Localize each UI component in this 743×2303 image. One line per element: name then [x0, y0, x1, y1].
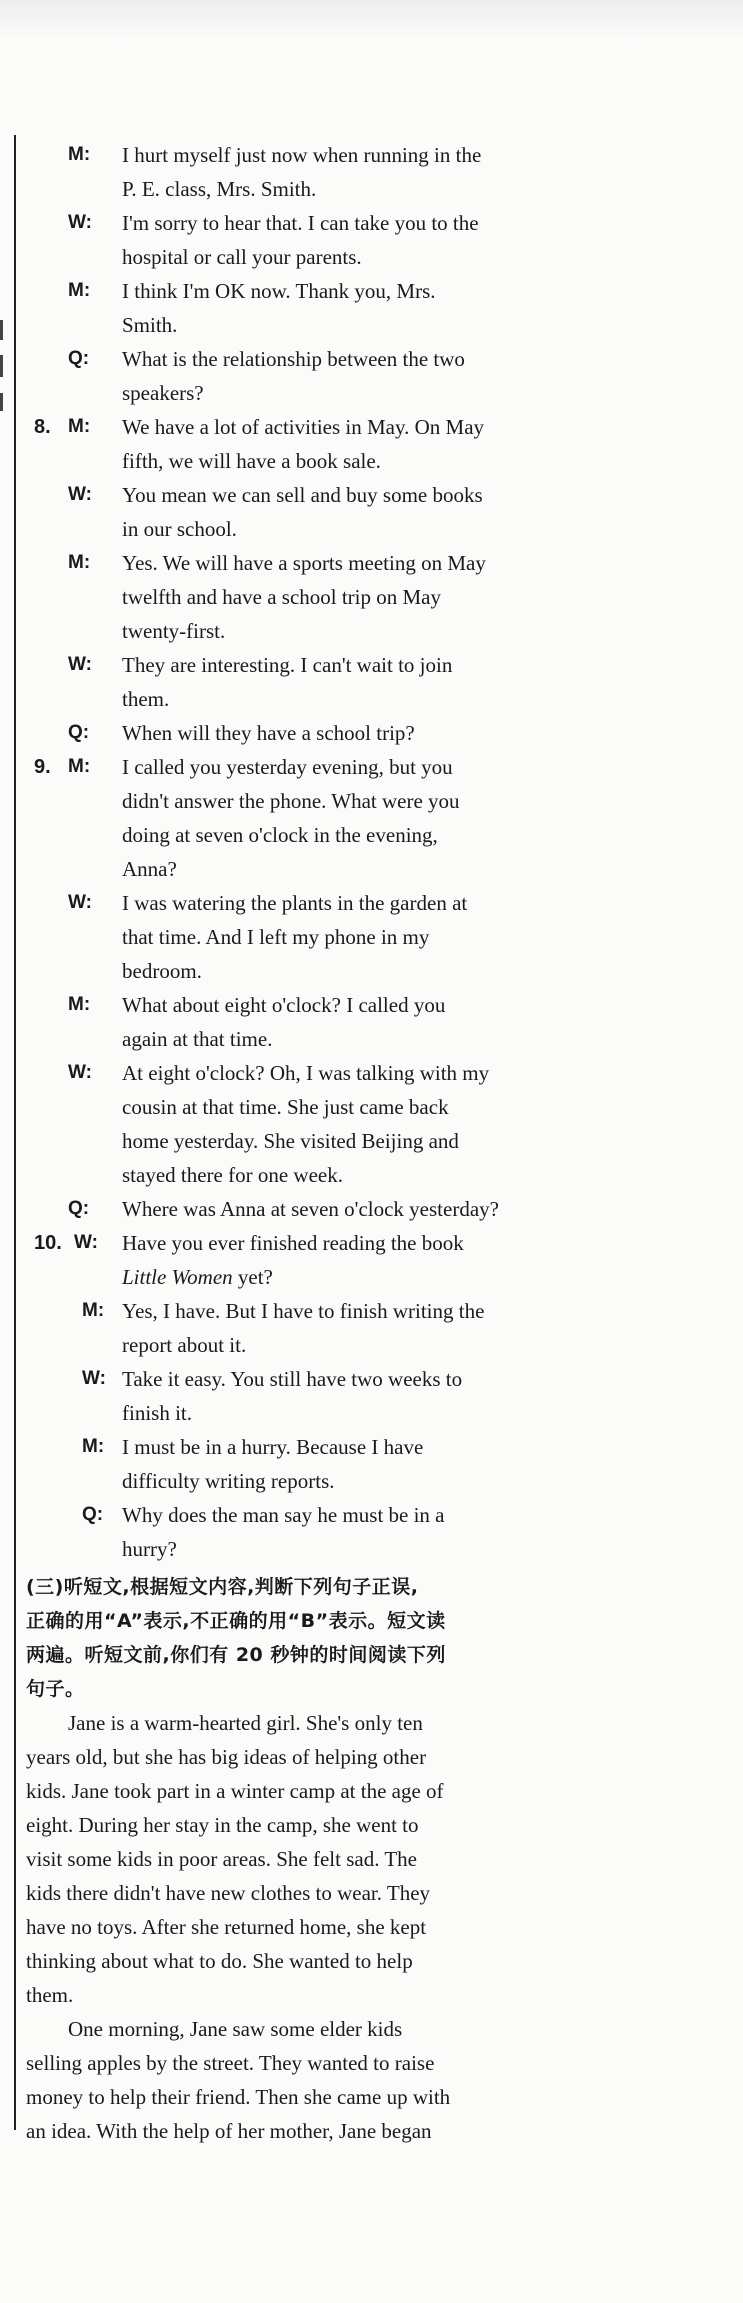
dialogue-line — [26, 274, 586, 308]
line-text: stayed there for one week. — [122, 1163, 343, 1187]
dialogue-line — [26, 512, 586, 546]
line-text: I was watering the plants in the garden at — [122, 891, 468, 915]
speaker-label: W: — [74, 1232, 98, 1253]
speaker-label: M: — [68, 994, 91, 1015]
passage-line: kids. Jane took part in a winter camp at the age of — [26, 1779, 444, 1803]
line-text: again at that time. — [122, 1027, 273, 1051]
passage — [26, 1706, 586, 2148]
speaker-label: M: — [82, 1436, 105, 1457]
line-text: I must be in a hurry. Because I have — [122, 1435, 424, 1459]
dialogue-line — [26, 784, 586, 818]
dialogue-line — [26, 1532, 586, 1566]
passage-line: an idea. With the help of her mother, Jane began — [26, 2119, 432, 2143]
passage-line: have no toys. After she returned home, she kept — [26, 1915, 427, 1939]
dialogue-line — [26, 886, 586, 920]
instruction-line: 两遍。听短文前,你们有 20 秒钟的时间阅读下列 — [26, 1644, 446, 1666]
dialogue-line — [26, 1430, 586, 1464]
passage-line: kids there didn't have new clothes to wear. They — [26, 1881, 431, 1905]
line-text: them. — [122, 687, 170, 711]
edge-mark — [0, 355, 3, 377]
dialogue-7 — [26, 138, 586, 410]
line-text: didn't answer the phone. What were you — [122, 789, 460, 813]
dialogue-line — [26, 988, 586, 1022]
line-text: cousin at that time. She just came back — [122, 1095, 449, 1119]
passage-paragraph-2 — [26, 2012, 586, 2148]
line-text: in our school. — [122, 517, 237, 541]
line-text: Yes, I have. But I have to finish writing the — [122, 1299, 485, 1323]
edge-mark — [0, 393, 3, 411]
line-text: I hurt myself just now when running in the — [122, 143, 482, 167]
dialogue-line — [26, 1022, 586, 1056]
dialogue-line — [26, 954, 586, 988]
line-text: speakers? — [122, 381, 204, 405]
dialogue-line — [26, 1328, 586, 1362]
dialogue-line — [26, 614, 586, 648]
line-text: I called you yesterday evening, but you — [122, 755, 453, 779]
dialogue-line — [26, 546, 586, 580]
line-text: They are interesting. I can't wait to join — [122, 653, 453, 677]
line-text: At eight o'clock? Oh, I was talking with my — [122, 1061, 490, 1085]
line-text: Where was Anna at seven o'clock yesterday? — [122, 1197, 499, 1221]
passage-line: visit some kids in poor areas. She felt sad. The — [26, 1847, 417, 1871]
passage-line: years old, but she has big ideas of helping other — [26, 1745, 427, 1769]
question-number: 10. — [34, 1232, 62, 1254]
line-text: Take it easy. You still have two weeks to — [122, 1367, 463, 1391]
line-text: doing at seven o'clock in the evening, — [122, 823, 438, 847]
dialogue-line — [26, 1260, 586, 1294]
passage-line: them. — [26, 1983, 74, 2007]
passage-line: selling apples by the street. They wanted to raise — [26, 2051, 435, 2075]
line-text: What is the relationship between the two — [122, 347, 465, 371]
dialogue-line — [26, 1090, 586, 1124]
dialogue-line — [26, 1192, 586, 1226]
speaker-label: M: — [82, 1300, 105, 1321]
dialogue-line — [26, 580, 586, 614]
line-text: P. E. class, Mrs. Smith. — [122, 177, 317, 201]
dialogue-line — [26, 920, 586, 954]
line-text: twelfth and have a school trip on May — [122, 585, 441, 609]
dialogue-9 — [26, 750, 586, 1226]
speaker-label: W: — [68, 1062, 92, 1083]
instruction-line: (三)听短文,根据短文内容,判断下列句子正误, — [26, 1576, 419, 1598]
question-number: 8. — [34, 416, 51, 438]
dialogue-line — [26, 410, 586, 444]
question-number: 9. — [34, 756, 51, 778]
speaker-label: W: — [68, 212, 92, 233]
line-text: that time. And I left my phone in my — [122, 925, 430, 949]
left-margin-rule — [14, 135, 16, 2130]
passage-line: thinking about what to do. She wanted to help — [26, 1949, 413, 1973]
passage-line: One morning, Jane saw some elder kids — [68, 2017, 403, 2041]
dialogue-line — [26, 342, 586, 376]
dialogue-line — [26, 444, 586, 478]
dialogue-line — [26, 1362, 586, 1396]
passage-line: eight. During her stay in the camp, she went to — [26, 1813, 419, 1837]
line-text: I think I'm OK now. Thank you, Mrs. — [122, 279, 436, 303]
line-text: When will they have a school trip? — [122, 721, 415, 745]
dialogue-line — [26, 1464, 586, 1498]
speaker-label: M: — [68, 416, 91, 437]
section-instructions — [26, 1570, 586, 1706]
speaker-label: M: — [68, 144, 91, 165]
speaker-label: M: — [68, 552, 91, 573]
dialogue-line — [26, 1294, 586, 1328]
speaker-label: Q: — [68, 722, 90, 743]
dialogue-line — [26, 648, 586, 682]
dialogue-line — [26, 1124, 586, 1158]
speaker-label: W: — [68, 484, 92, 505]
dialogue-10 — [26, 1226, 586, 1566]
line-text: hurry? — [122, 1537, 177, 1561]
dialogue-line — [26, 376, 586, 410]
dialogue-line — [26, 138, 586, 172]
document-body — [26, 138, 586, 2148]
line-text: I'm sorry to hear that. I can take you to the — [122, 211, 479, 235]
line-text: Anna? — [122, 857, 177, 881]
dialogue-line — [26, 172, 586, 206]
dialogue-8 — [26, 410, 586, 750]
dialogue-line — [26, 1498, 586, 1532]
dialogue-line — [26, 750, 586, 784]
speaker-label: Q: — [82, 1504, 104, 1525]
dialogue-line — [26, 1226, 586, 1260]
dialogue-line — [26, 682, 586, 716]
line-text: home yesterday. She visited Beijing and — [122, 1129, 459, 1153]
dialogue-line — [26, 206, 586, 240]
dialogue-line — [26, 818, 586, 852]
line-text: twenty-first. — [122, 619, 226, 643]
speaker-label: W: — [82, 1368, 106, 1389]
dialogue-line — [26, 478, 586, 512]
passage-line: Jane is a warm-hearted girl. She's only ten — [68, 1711, 423, 1735]
line-text: Yes. We will have a sports meeting on May — [122, 551, 486, 575]
line-text: difficulty writing reports. — [122, 1469, 335, 1493]
speaker-label: Q: — [68, 348, 90, 369]
dialogue-line — [26, 1056, 586, 1090]
line-text: You mean we can sell and buy some books — [122, 483, 483, 507]
line-text: bedroom. — [122, 959, 202, 983]
passage-line: money to help their friend. Then she came up with — [26, 2085, 451, 2109]
speaker-label: Q: — [68, 1198, 90, 1219]
line-text: report about it. — [122, 1333, 247, 1357]
line-text: Why does the man say he must be in a — [122, 1503, 445, 1527]
dialogue-line — [26, 1396, 586, 1430]
dialogue-line — [26, 240, 586, 274]
dialogue-line — [26, 308, 586, 342]
speaker-label: M: — [68, 756, 91, 777]
line-text: yet? — [232, 1265, 273, 1289]
line-text: Smith. — [122, 313, 178, 337]
line-text: hospital or call your parents. — [122, 245, 362, 269]
line-text: What about eight o'clock? I called you — [122, 993, 446, 1017]
speaker-label: M: — [68, 280, 91, 301]
line-text: finish it. — [122, 1401, 193, 1425]
edge-mark — [0, 320, 3, 340]
speaker-label: W: — [68, 654, 92, 675]
book-title: Little Women — [122, 1265, 233, 1289]
passage-paragraph-1 — [26, 1706, 586, 2012]
dialogue-line — [26, 852, 586, 886]
line-text: Have you ever finished reading the book — [122, 1231, 464, 1255]
line-text: fifth, we will have a book sale. — [122, 449, 381, 473]
instruction-line: 句子。 — [26, 1678, 85, 1700]
dialogue-line — [26, 716, 586, 750]
page-top-shadow — [0, 0, 743, 40]
speaker-label: W: — [68, 892, 92, 913]
line-text: We have a lot of activities in May. On May — [122, 415, 485, 439]
dialogue-line — [26, 1158, 586, 1192]
instruction-line: 正确的用“A”表示,不正确的用“B”表示。短文读 — [26, 1610, 446, 1632]
